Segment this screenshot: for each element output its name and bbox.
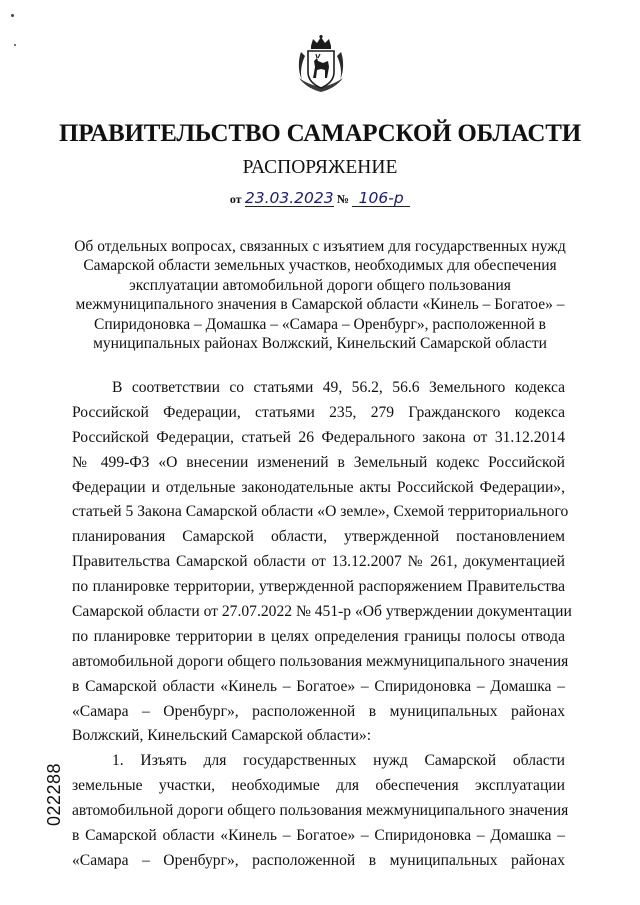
body-line: Российской Федерации, статьями 235, 279 Гражданского кодекса <box>72 403 565 421</box>
document-type: РАСПОРЯЖЕНИЕ <box>242 157 398 178</box>
body-line: в Самарской области «Кинель – Богатое» – Спиридоновка – Домашка – <box>72 827 565 845</box>
subject-line: Спиридоновка – Домашка – «Самара – Оренбург», расположенной в <box>94 315 546 333</box>
body-line: Правительства Самарской области от 13.12.2007 № 261, документацией <box>72 553 565 571</box>
body-line: Российской Федерации, статьей 26 Федерального закона от 31.12.2014 <box>72 428 565 446</box>
body-line: земельные участки, необходимые для обеспечения эксплуатации <box>72 777 565 795</box>
subject-line: муниципальных районах Волжский, Кинельский Самарской области <box>93 335 547 353</box>
body-line: 1. Изъять для государственных нужд Самарской области <box>112 752 565 770</box>
body-line: Волжский, Кинельский Самарской области»: <box>72 727 372 745</box>
body-line: «Самара – Оренбург», расположенной в муниципальных районах <box>72 851 565 869</box>
margin-serial-number: 022288 <box>44 762 64 826</box>
body-line: автомобильной дороги общего пользования межмуниципального значения <box>72 802 569 820</box>
number-prefix: № <box>336 192 349 206</box>
body-line: В соответствии со статьями 49, 56.2, 56.6 Земельного кодекса <box>112 379 565 396</box>
body-line: в Самарской области «Кинель – Богатое» – Спиридоновка – Домашка – <box>72 677 565 695</box>
date-prefix: от <box>229 192 242 206</box>
scan-speck <box>14 44 16 46</box>
body-line: по планировке территории, утвержденной распоряжением Правительства <box>72 578 565 596</box>
samara-coat-of-arms-icon <box>297 34 345 96</box>
body-line: № 499-ФЗ «О внесении изменений в Земельный кодекс Российской <box>72 453 565 471</box>
body-line: Федерации и отдельные законодательные акты Российской Федерации», <box>72 478 565 496</box>
body-line: планирования Самарской области, утвержденной постановлением <box>72 528 565 546</box>
subject-line: эксплуатации автомобильной дороги общего пользования <box>129 276 511 294</box>
document-subject <box>60 237 580 353</box>
body-line: Самарской области от 27.07.2022 № 451-р «Об утверждении документации <box>72 603 572 621</box>
body-line: статьей 5 Закона Самарской области «О земле», Схемой территориального <box>72 503 569 521</box>
document-number: 106-р <box>352 190 410 207</box>
date-number-line <box>0 190 640 207</box>
subject-line: Самарской области земельных участков, необходимых для обеспечения <box>83 257 557 275</box>
document-body <box>72 376 572 874</box>
subject-line: Об отдельных вопросах, связанных с изъятием для государственных нужд <box>74 238 566 255</box>
document-date: 23.03.2023 <box>244 189 334 207</box>
subject-line: межмуниципального значения в Самарской области «Кинель – Богатое» – <box>75 296 565 314</box>
body-line: по планировке территории в целях определения границы полосы отвода <box>72 627 565 645</box>
organization-title: ПРАВИТЕЛЬСТВО САМАРСКОЙ ОБЛАСТИ <box>59 120 581 147</box>
body-line: «Самара – Оренбург», расположенной в муниципальных районах <box>72 702 565 720</box>
body-line: автомобильной дороги общего пользования межмуниципального значения <box>72 652 569 670</box>
scan-speck <box>11 14 14 17</box>
